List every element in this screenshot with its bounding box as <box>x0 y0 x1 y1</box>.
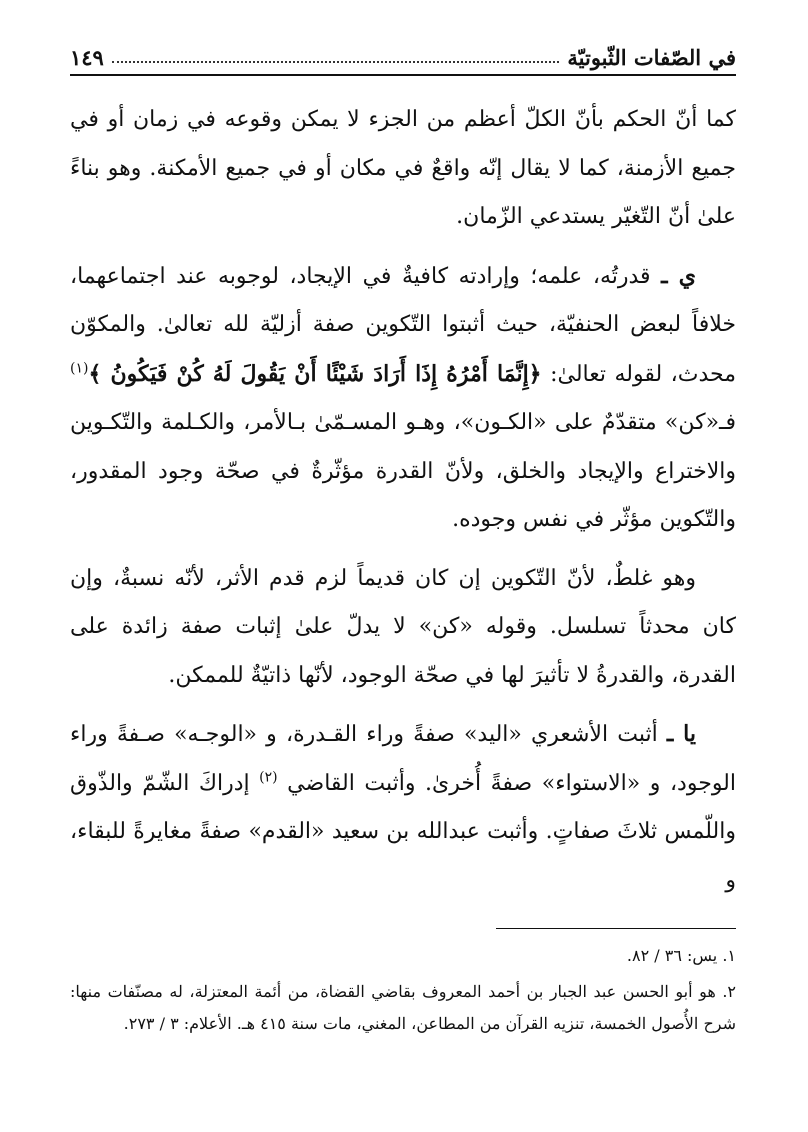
page-number: ١٤٩ <box>70 45 104 70</box>
footnote-ref-1[interactable]: (١) <box>70 360 89 377</box>
footnote-2: ٢. هو أبو الحسن عبد الجبار بن أحمد المعروف بقاضي القضاة، من أئمة المعتزلة، له مصنّفات منها: شرح الأُصول الخمسة، تنزيه القرآن من المطاعن، المغني، مات سنة ٤١٥ هـ. الأعلام: ٣ / ٢٧٣. <box>70 982 736 1033</box>
paragraph-2-lead: ي ـ <box>661 262 696 289</box>
paragraph-1 <box>70 96 736 242</box>
footnotes <box>70 940 736 1044</box>
footnote-1: ١. يس: ٣٦ / ٨٢. <box>626 946 736 965</box>
paragraph-2 <box>70 252 736 545</box>
header-rule <box>70 74 736 76</box>
running-header <box>70 36 736 70</box>
paragraph-4-text-b: إدراكَ الشّمّ والذّوق واللّمس ثلاثَ صفاتٍ. وأثبت عبدالله بن سعيد «القدم» صفةً مغايرةً للبقاء، و <box>70 770 736 893</box>
paragraph-4 <box>70 710 736 905</box>
paragraph-3-text: وهو غلطٌ، لأنّ التّكوين إن كان قديماً لزم قدم الأثر، لأنّه نسبةٌ، وإن كان محدثاً تسلسل. وقوله «كن» لا يدلّ علىٰ إثبات صفة زائدة على القدرة، والقدرةُ لا تأثيرَ لها في صحّة الوجود، لأنّها ذاتيّةٌ للممكن. <box>70 565 736 688</box>
main-text <box>70 96 736 915</box>
paragraph-3 <box>70 555 736 701</box>
footnote-ref-2[interactable]: (٢) <box>259 769 278 786</box>
paragraph-2-text-b: فـ«كن» متقدّمٌ على «الكـون»، وهـو المسـمّىٰ بـالأمر، والكـلمة والتّكـوين والاختراع والإيجاد والخلق، ولأنّ القدرة مؤثّرةٌ في صحّة وجود المقدور، والتّكوين مؤثّر في نفس وجوده. <box>70 410 736 532</box>
paragraph-4-text-a: أثبت الأشعري «اليد» صفةً وراء القـدرة، و «الوجـه» صـفةً وراء الوجود، و «الاستواء» صفةً أُخرىٰ. وأثبت القاضي <box>70 722 736 796</box>
quran-verse: ﴿إِنَّمَا أَمْرُهُ إِذَا أَرَادَ شَيْئًا أَنْ يَقُولَ لَهُ كُنْ فَيَكُونُ ﴾ <box>88 360 542 387</box>
footnote-separator <box>496 928 736 929</box>
running-title: في الصّفات الثّبوتيّة <box>567 45 736 70</box>
header-dot-leader <box>112 61 560 63</box>
paragraph-1-text: كما أنّ الحكم بأنّ الكلّ أعظم من الجزء لا يمكن وقوعه في زمان أو في جميع الأزمنة، كما لا يقال إنّه واقعٌ في مكان أو في جميع الأمكنة. وهو بناءً علىٰ أنّ التّغيّر يستدعي الزّمان. <box>70 107 736 229</box>
paragraph-2-text-a: قدرتُه، علمه؛ وإرادته كافيةٌ في الإيجاد، لوجوبه عند اجتماعهما، خلافاً لبعض الحنفيّة، حيث أثبتوا التّكوين صفة أزليّة لله تعالىٰ. والمكوّن محدث، لقوله تعالىٰ: <box>70 263 736 387</box>
paragraph-4-lead: يا ـ <box>666 721 696 747</box>
